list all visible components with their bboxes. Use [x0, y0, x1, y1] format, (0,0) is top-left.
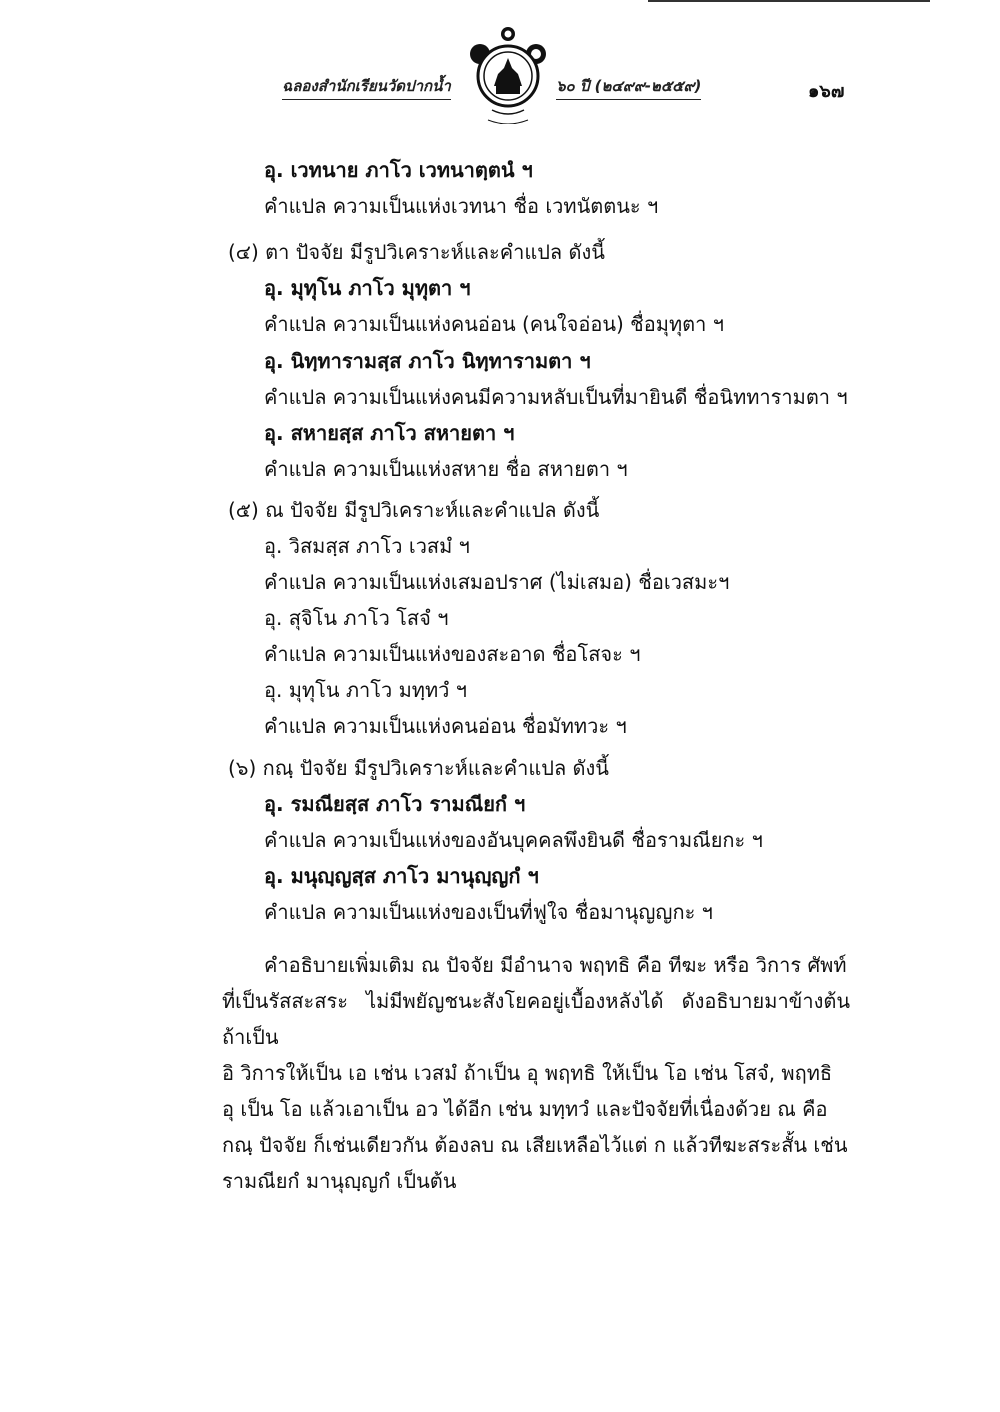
page-number: ๑๖๗ [808, 81, 845, 102]
translation-line: คำแปล ความเป็นแห่งของอันบุคคลพึงยินดี ชื่อรามณียกะ ฯ [264, 828, 763, 852]
paragraph-line: คำอธิบายเพิ่มเติม ณ ปัจจัย มีอำนาจ พฤทธิ คือ ทีฆะ หรือ วิการ ศัพท์ [264, 953, 847, 977]
translation-line: คำแปล ความเป็นแห่งของเป็นที่ฟูใจ ชื่อมานุญญกะ ฯ [264, 900, 713, 924]
explanation-paragraph [222, 947, 850, 1199]
paragraph-line: ที่เป็นรัสสะสระ ไม่มีพยัญชนะสังโยคอยู่เบื้องหลังได้ ดังอธิบายมาข้างต้น ถ้าเป็น [222, 989, 850, 1049]
translation-line: คำแปล ความเป็นแห่งสหาย ชื่อ สหายตา ฯ [264, 457, 628, 481]
example-line: อุ. สหายสฺส ภาโว สหายตา ฯ [264, 421, 515, 445]
translation-line: คำแปล ความเป็นแห่งคนอ่อน ชื่อมัททวะ ฯ [264, 714, 627, 738]
header-left-title: ฉลองสำนักเรียนวัดปากน้ำ [282, 74, 451, 100]
section-heading-5: (๕) ณ ปัจจัย มีรูปวิเคราะห์และคำแปล ดังนี้ [228, 498, 600, 522]
example-line: อุ. รมณียสฺส ภาโว รามณียกํ ฯ [264, 792, 526, 816]
example-line: อุ. นิทฺทารามสฺส ภาโว นิทฺทารามตา ฯ [264, 349, 591, 373]
example-line: อุ. สุจิโน ภาโว โสจํ ฯ [264, 606, 449, 630]
paragraph-line: อิ วิการให้เป็น เอ เช่น เวสมํ ถ้าเป็น อุ พฤทธิ ให้เป็น โอ เช่น โสจํ, พฤทธิ [222, 1061, 833, 1085]
example-line: อุ. เวทนาย ภาโว เวทนาตฺตนํ ฯ [264, 158, 533, 182]
translation-line: คำแปล ความเป็นแห่งเสมอปราศ (ไม่เสมอ) ชื่อเวสมะฯ [264, 570, 730, 594]
temple-emblem-icon [458, 24, 558, 124]
example-line: อุ. วิสมสฺส ภาโว เวสมํ ฯ [264, 534, 470, 558]
example-line: อุ. มุทุโน ภาโว มุทุตา ฯ [264, 276, 471, 300]
translation-line: คำแปล ความเป็นแห่งของสะอาด ชื่อโสจะ ฯ [264, 642, 641, 666]
section-heading-6: (๖) กณฺ ปัจจัย มีรูปวิเคราะห์และคำแปล ดังนี้ [228, 756, 609, 780]
translation-line: คำแปล ความเป็นแห่งคนมีความหลับเป็นที่มายินดี ชื่อนิททารามตา ฯ [264, 385, 848, 409]
paragraph-line: กณฺ ปัจจัย ก็เช่นเดียวกัน ต้องลบ ณ เสียเหลือไว้แต่ ก แล้วทีฆะสระสั้น เช่น [222, 1133, 848, 1157]
example-line: อุ. มุทุโน ภาโว มทฺทวํ ฯ [264, 678, 467, 702]
translation-line: คำแปล ความเป็นแห่งคนอ่อน (คนใจอ่อน) ชื่อมุทุตา ฯ [264, 312, 724, 336]
page-header [0, 0, 1000, 130]
paragraph-line: รามณียกํ มานุญฺญกํ เป็นต้น [222, 1169, 457, 1193]
paragraph-line: อุ เป็น โอ แล้วเอาเป็น อว ได้อีก เช่น มทฺทวํ และปัจจัยที่เนื่องด้วย ณ คือ [222, 1097, 828, 1121]
example-line: อุ. มนุญฺญสฺส ภาโว มานุญฺญกํ ฯ [264, 864, 539, 888]
header-right-years: ๖๐ ปี (๒๔๙๙-๒๕๕๙) [556, 74, 701, 100]
section-heading-4: (๔) ตา ปัจจัย มีรูปวิเคราะห์และคำแปล ดังนี้ [228, 240, 605, 264]
translation-line: คำแปล ความเป็นแห่งเวทนา ชื่อ เวทนัตตนะ ฯ [264, 194, 659, 218]
